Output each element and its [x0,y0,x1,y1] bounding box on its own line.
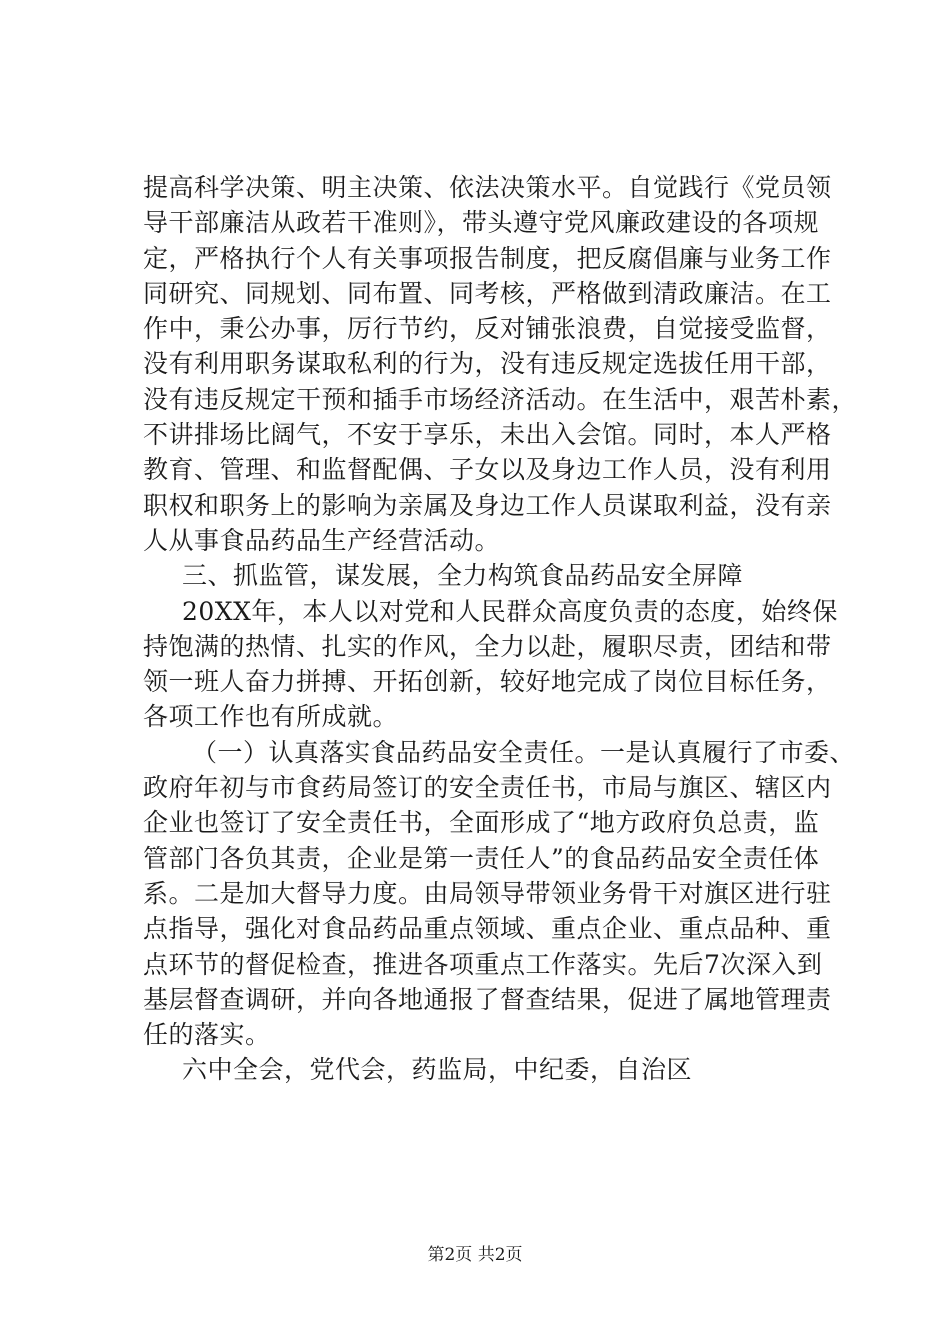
text-line: 管部门各负其责，企业是第一责任人”的食品药品安全责任体 [143,843,820,873]
text-line: 定，严格执行个人有关事项报告制度，把反腐倡廉与业务工作 [143,243,832,273]
text-line: 各项工作也有所成就。 [143,702,399,732]
text-line: 任的落实。 [143,1020,271,1050]
text-line: 提高科学决策、明主决策、依法决策水平。自觉践行《党员领 [143,173,832,202]
text-line: 导干部廉洁从政若干准则》，带头遵守党风廉政建设的各项规 [143,208,820,238]
text-line: 同研究、同规划、同布置、同考核，严格做到清政廉洁。在工 [143,278,832,308]
text-line: 20XX年，本人以对党和人民群众高度负责的态度，始终保 [182,596,838,626]
section-heading-text: 三、抓监管，谋发展，全力构筑食品药品安全屏障 [182,561,744,591]
text-line: 作中，秉公办事，厉行节约，反对铺张浪费，自觉接受监督， [143,314,832,344]
text-line: 系。二是加大督导力度。由局领导带领业务骨干对旗区进行驻 [143,878,832,908]
document-body [143,170,863,1088]
page-number: 第2页 共2页 [427,1245,523,1265]
text-line: 职权和职务上的影响为亲属及身边工作人员谋取利益，没有亲 [143,490,832,520]
page-footer [0,1243,950,1267]
paragraph-integrity [143,170,863,558]
text-line: 领一班人奋力拼搏、开拓创新，较好地完成了岗位目标任务， [143,667,832,697]
text-line: 没有违反规定干预和插手市场经济活动。在生活中，艰苦朴素， [143,384,858,414]
paragraph-overview [143,594,863,735]
paragraph-responsibility [143,735,863,1053]
text-line: 企业也签订了安全责任书，全面形成了“地方政府负总责，监 [143,808,820,838]
text-line: （一）认真落实食品药品安全责任。一是认真履行了市委、 [192,737,856,767]
section-heading [143,558,863,593]
text-line: 点环节的督促检查，推进各项重点工作落实。先后7次深入到 [143,949,823,979]
text-line: 基层督查调研，并向各地通报了督查结果，促进了属地管理责 [143,984,832,1014]
keywords-line: 六中全会，党代会，药监局，中纪委，自治区 [182,1055,693,1085]
text-line: 没有利用职务谋取私利的行为，没有违反规定选拔任用干部， [143,349,832,379]
text-line: 教育、管理、和监督配偶、子女以及身边工作人员，没有利用 [143,455,832,485]
text-line: 人从事食品药品生产经营活动。 [143,525,501,555]
text-line: 点指导，强化对食品药品重点领域、重点企业、重点品种、重 [143,914,832,944]
text-line: 不讲排场比阔气，不安于享乐，未出入会馆。同时，本人严格 [143,420,832,450]
text-line: 政府年初与市食药局签订的安全责任书，市局与旗区、辖区内 [143,773,832,803]
paragraph-keywords [143,1052,863,1087]
text-line: 持饱满的热情、扎实的作风，全力以赴，履职尽责，团结和带 [143,631,832,661]
